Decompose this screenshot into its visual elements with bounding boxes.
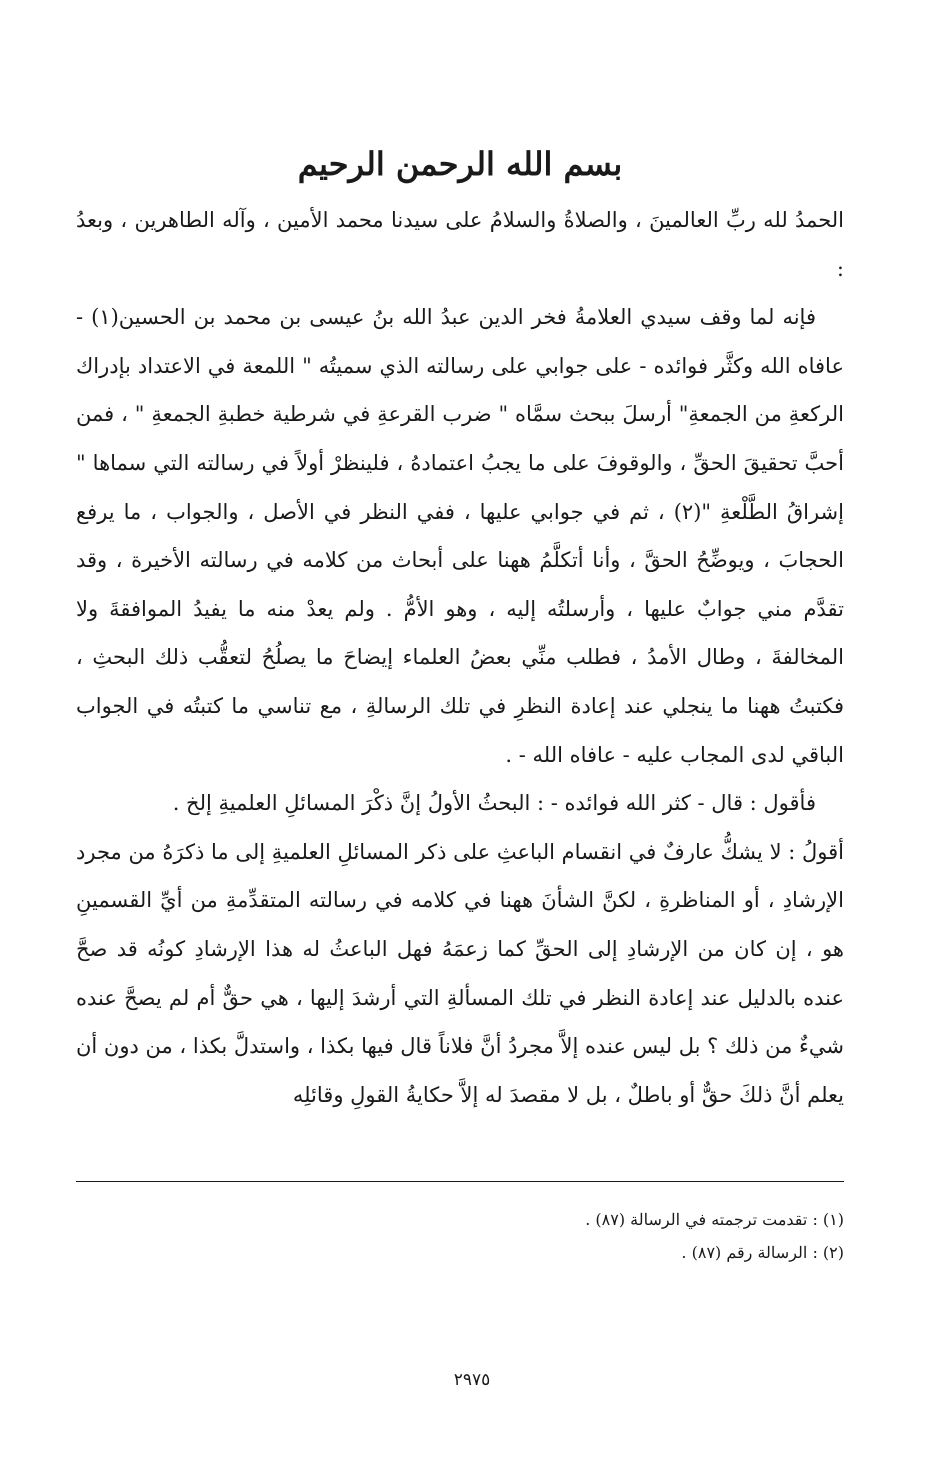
- paragraph-response: أقولُ : لا يشكُّ عارفٌ في انقسام الباعثِ على ذكر المسائلِ العلميةِ إلى ما ذكرَهُ من مجرد الإرشادِ ، أو المناظرةِ ، لكنَّ الشأنَ ههنا في كلامه في رسالته المتقدِّمةِ من أيِّ القسمينِ هو ، إن كان من الإرشادِ إلى الحقِّ كما زعمَهُ فهل الباعثُ له هذا الإرشادِ كونُه قد صحَّ عنده بالدليل عند إعادة النظر في تلك المسألةِ التي أرشدَ إليها ، هي حقٌّ أم لم يصحَّ عنده شيءٌ من ذلك ؟ بل ليس عنده إلاَّ مجردُ أنَّ فلاناً قال فيها بكذا ، واستدلَّ بكذا ، من دون أن يعلم أنَّ ذلكَ حقٌّ أو باطلٌ ، بل لا مقصدَ له إلاَّ حكايةُ القولِ وقائلِه: [76, 839, 844, 1107]
- footnote-divider: [76, 1181, 844, 1182]
- page-number: ٢٩٧٥: [453, 1370, 491, 1390]
- page-title: بسم الله الرحمن الرحيم: [297, 145, 623, 183]
- footnote-1: (١) : تقدمت ترجمته في الرسالة (٨٧) .: [585, 1210, 844, 1229]
- paragraph-main: فإنه لما وقف سيدي العلامةُ فخر الدين عبدُ الله بنُ عيسى بن محمد بن الحسين(١) - عافاه الله وكثَّر فوائده - على جوابي على رسالته الذي سميتُه " اللمعة في الاعتداد بإدراك الركعةِ من الجمعةِ" أرسلَ ببحث سمَّاه " ضرب القرعةِ في شرطية خطبةِ الجمعةِ " ، فمن أحبَّ تحقيقَ الحقِّ ، والوقوفَ على ما يجبُ اعتمادهُ ، فلينظرْ أولاً في رسالته التي سماها " إشراقُ الطَّلْعةِ "(٢) ، ثم في جوابي عليها ، ففي النظر في الأصل ، والجواب ، ما يرفع الحجابَ ، ويوضِّحُ الحقَّ ، وأنا أتكلَّمُ ههنا على أبحاث من كلامه في رسالته الأخيرة ، وقد تقدَّم مني جوابٌ عليها ، وأرسلتُه إليه ، وهو الأمُّ . ولم يعدْ منه ما يفيدُ الموافقةَ ولا المخالفةَ ، وطال الأمدُ ، فطلب منِّي بعضُ العلماء إيضاحَ ما يصلُحُ لتعقُّب ذلك البحثِ ، فكتبتُ ههنا ما ينجلي عند إعادة النظرِ في تلك الرسالةِ ، مع تناسي ما كتبتُه في الجواب الباقي لدى المجاب عليه - عافاه الله - .: [76, 305, 844, 767]
- page-body: [76, 120, 844, 1119]
- footnotes: [76, 1203, 844, 1269]
- paragraph-opening: الحمدُ لله ربِّ العالمينَ ، والصلاةُ والسلامُ على سيدنا محمد الأمين ، وآله الطاهرين ، وبعدُ :: [76, 208, 844, 281]
- footnote-2: (٢) : الرسالة رقم (٨٧) .: [681, 1243, 844, 1262]
- paragraph-quote: فأقول : قال - كثر الله فوائده - : البحثُ الأولُ إنَّ ذكْرَ المسائلِ العلميةِ إلخ .: [172, 791, 816, 816]
